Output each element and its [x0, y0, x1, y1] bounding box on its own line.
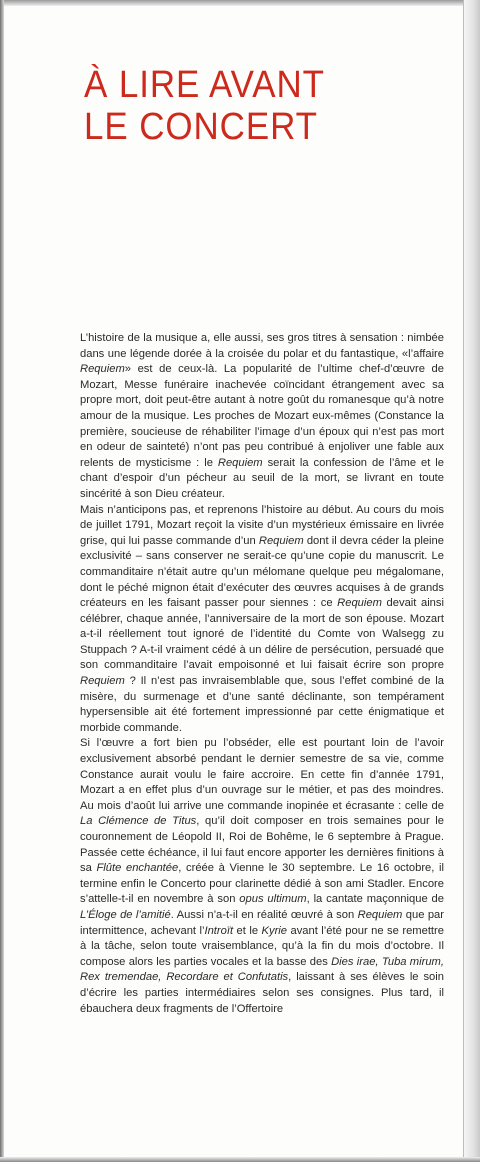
text-run: et le — [233, 924, 262, 937]
paragraph-1 — [80, 331, 444, 503]
paragraph-3 — [80, 736, 444, 1017]
text-run: serait la confession de l’âme et le chant d’espoir d’un pécheur au seuil de la mort, se livrant en toute sincérité à son Dieu créateur. — [80, 456, 444, 500]
scan-edge-top — [0, 0, 480, 6]
italic-run: Requiem — [80, 363, 125, 376]
text-run: , laissant à ses élèves le soin d’écrire les parties intermédiaires selon ses consignes. Plus tard, il ébauchera deux fragments de l’Offertoire — [80, 971, 444, 1015]
text-run: , la cantate maçonnique de — [306, 893, 444, 906]
italic-run: Requiem — [258, 534, 304, 547]
text-run: , qu’il doit composer en trois semaines pour le couronnement de Léopold II, Roi de Bohême, le 6 septembre à Prague. Passée cette échéance, il lui faut encore apporter les dernières finitions à sa — [80, 815, 444, 875]
title-line-2: LE CONCERT — [84, 106, 318, 148]
scan-edge-left — [0, 0, 4, 1162]
italic-run: Requiem — [337, 597, 382, 610]
article-body — [80, 331, 444, 1017]
italic-run: La Clémence de Titus — [80, 815, 197, 828]
text-run: , créée à Vienne le 30 septembre. Le 16 octobre, il termine enfin le Concerto pour clarinette dédié à son ami Stadler. Encore s’attelle-t-il en novembre à son — [80, 862, 444, 906]
italic-run: Requiem — [80, 675, 125, 688]
italic-run: Kyrie — [261, 924, 288, 937]
scan-edge-bottom — [0, 1157, 480, 1162]
text-run: ? Il n’est pas invraisemblable que, sous l’effet combiné de la misère, du surmenage et d’une santé déclinante, son tempérament hypersensible ait été fortement impressionné par cette énigmatique et morbide commande. — [80, 675, 444, 734]
text-run: . Aussi n’a-t-il en réalité œuvré à son — [170, 908, 358, 921]
text-run: » est de ceux-là. La popularité de l’ultime chef-d’œuvre de Mozart, Messe funéraire inachevée coïncidant étrangement avec sa propre mort, doit peut-être autant à notre goût du romanesque qu’à notre amour de la musique. Les proches de Mozart eux-mêmes (Constance la première, soucieuse de réhabiliter l’image d’un époux qui n’est pas mort en odeur de sainteté) n’ont pas peu contribué à enjoliver une fable aux relents de mysticisme : le — [80, 363, 444, 469]
text-run: Si l’œuvre a fort bien pu l’obséder, elle est pourtant loin de l’avoir exclusivement absorbé pendant le dernier semestre de sa vie, comme Constance aurait voulu le faire accroire. En cette fin d’année 1791, Mozart a en effet plus d’un ouvrage sur le métier, et pas des moindres. Au mois d’août lui arrive une commande inopinée et écrasante : celle de — [80, 737, 444, 812]
italic-run: Dies irae, Tuba mirum, Rex tremendae, Recordare et Confutatis — [80, 955, 444, 984]
text-run: avant l’été pour ne se remettre à la tâche, selon toute vraisemblance, qu’à la fin du mois d’octobre. Il compose alors les parties vocales et la basse des — [80, 924, 444, 968]
text-run: L’histoire de la musique a, elle aussi, ses gros titres à sensation : nimbée dans une légende dorée à la croisée du polar et du fantastique, «l’affaire — [80, 332, 444, 360]
italic-run: Requiem — [357, 908, 403, 921]
italic-run: Introït — [204, 924, 234, 937]
italic-run: L’Éloge de l’amitié — [80, 908, 171, 921]
title-line-1: À LIRE AVANT — [84, 64, 325, 106]
text-run: Mais n’anticipons pas, et reprenons l’histoire au début. Au cours du mois de juillet 1791, Mozart reçoit la visite d’un mystérieux émissaire en livrée grise, qui lui passe commande d’un — [80, 503, 444, 547]
italic-run: opus ultimum — [239, 893, 307, 906]
scan-edge-right — [463, 0, 480, 1162]
italic-run: Requiem — [217, 456, 263, 469]
text-run: devait ainsi célébrer, chaque année, l’anniversaire de la mort de son épouse. Mozart a-t-il réellement tout ignoré de l’identité du Comte von Walsegg zu Stuppach ? A-t-il vraiment cédé à un délire de persécution, persuadé que son commanditaire l’avait empoisonné et lui faisait écrire son propre — [80, 597, 444, 672]
paragraph-2 — [80, 503, 444, 737]
page-title — [84, 64, 325, 148]
text-run: que par intermittence, achevant l’ — [80, 908, 444, 937]
text-run: dont il devra céder la pleine exclusivité – sans conserver ne serait-ce qu’une copie du manuscrit. Le commanditaire n’était autre qu’un mélomane quelque peu mégalomane, dont le péché mignon était d’exécuter des œuvres acquises à de grands créateurs en les faisant passer pour siennes : ce — [80, 534, 444, 610]
italic-run: Flûte enchantée — [96, 862, 179, 875]
